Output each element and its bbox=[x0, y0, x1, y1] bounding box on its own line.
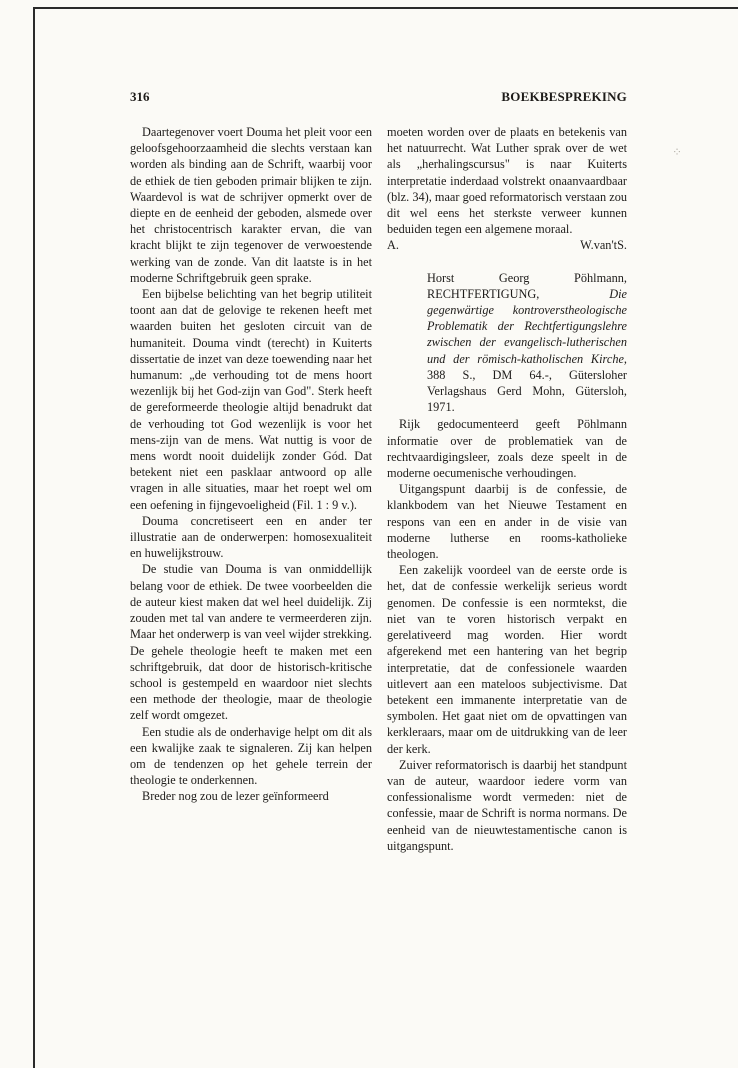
paragraph: Breder nog zou de lezer geïnformeerd bbox=[142, 789, 329, 804]
book-author: Horst Georg Pöhlmann, RECHTFERTIGUNG, bbox=[427, 270, 627, 301]
review-signature bbox=[387, 237, 627, 253]
paragraph: Een bijbelse belichting van het begrip utiliteit toont aan dat de gelovige te rekenen heeft met waarden buiten het gesloten circuit van de humaniteit. Douma vindt (terecht) in Kuiterts dissertatie de inzet van deze toewending naar het humanum: „de verhouding tot de mens hoort wezenlijk bij het God-zijn van God". Sterk heeft de gereformeerde theologie altijd benadrukt dat de verhouding tot God wezenlijk is voor het mens-zijn van de mens. Wat nuttig is voor de mens wordt nooit duidelijk zonder Gód. Dat betekent niet een pasklaar antwoord op alle vragen in alle situaties, maar het roept wel om een oefening in fijngevoeligheid (Fil. 1 : 9 v.). bbox=[130, 287, 372, 512]
scan-border-left bbox=[33, 7, 35, 1068]
section-title: BOEKBESPREKING bbox=[501, 89, 627, 104]
page-header bbox=[130, 89, 627, 109]
paragraph: Zuiver reformatorisch is daarbij het standpunt van de auteur, waardoor iedere vorm van confessionalisme wordt vermeden: niet de confessie, maar de Schrift is norma normans. De eenheid van de nieuwtestamentische canon is uitgangspunt. bbox=[387, 757, 627, 853]
paragraph: De studie van Douma is van onmiddellijk belang voor de ethiek. De twee voorbeelden die de auteur kiest maken dat wel heel duidelijk. Zij zouden met tal van andere te vermeerderen zijn. Maar het onderwerp is van veel wijder strekking. De gehele theologie heeft te maken met een schriftgebruik, dat door de historisch-kritische school is gestempeld en waardoor niet slechts een methode der theologie, maar de theologie zelf wordt omgezet. bbox=[130, 562, 372, 723]
paragraph: Douma concretiseert een en ander ter illustratie aan de onderwerpen: homosexualiteit en huwelijkstrouw. bbox=[130, 513, 372, 561]
scan-smudge: ⁘ bbox=[672, 145, 683, 159]
left-column bbox=[130, 124, 372, 805]
paragraph: Een studie als de onderhavige helpt om dit als een kwalijke zaak te signaleren. Zij kan helpen om de tendenzen op het gehele terrein der theologie te onderkennen. bbox=[130, 724, 372, 788]
book-details: 388 S., DM 64.-, Gütersloher Verlagshaus Gerd Mohn, Gütersloh, 1971. bbox=[427, 367, 627, 415]
paragraph: Uitgangspunt daarbij is de confessie, de klankbodem van het Nieuwe Testament en respons van een en ander in de visie van moderne lutherse en rooms-katholieke theologen. bbox=[387, 482, 627, 562]
paragraph: Rijk gedocumenteerd geeft Pöhlmann informatie over de problematiek van de rechtvaardigingsleer, zoals deze speelt in de moderne oecumenische verhoudingen. bbox=[387, 417, 627, 481]
signature-initial: A. bbox=[387, 238, 399, 253]
signature-name: W.van'tS. bbox=[580, 238, 627, 253]
continued-paragraph: moeten worden over de plaats en betekenis van het natuurrecht. Wat Luther sprak over de wet als „herhalingscursus" is naar Kuiterts interpretatie inderdaad volstrekt onaanvaardbaar (blz. 34), maar goed reformatorisch verstaan zou dit wel eens het sterkste verweer kunnen beduiden tegen een algemene moraal. bbox=[387, 125, 627, 237]
right-column bbox=[387, 124, 627, 854]
page-number: 316 bbox=[130, 89, 150, 104]
book-title: Die gegenwärtige kontroverstheologische Problematik der Rechtfertigungslehre zwischen der evangelisch-lutherischen und der römisch-katholischen Kirche, bbox=[427, 286, 627, 366]
book-reference bbox=[427, 270, 627, 416]
paragraph: Daartegenover voert Douma het pleit voor een geloofsgehoorzaamheid die slechts verstaan kan worden als binding aan de Schrift, waarbij voor de ethiek de tien geboden primair blijken te zijn. Waardevol is wat de schrijver opmerkt over de diepte en de eenheid der geboden, alsmede over het christocentrisch karakter ervan, die van kracht blijkt te zijn tegenover de verwoestende werking van de zonde. Van dit laatste is in het moderne Schriftgebruik geen sprake. bbox=[130, 125, 372, 285]
paragraph: Een zakelijk voordeel van de eerste orde is het, dat de confessie werkelijk serieus wordt genomen. De confessie is een normtekst, die niet van te voren historisch verpakt en gerelativeerd mag worden. Hier wordt afgerekend met een hantering van het begrip interpretatie, dat de confessionele waarden uitlevert aan een mateloos subjectivisme. Dat betekent een immanente interpretatie van de symbolen. Het gaat niet om de opvattingen van kerkleraars, maar om de uitdrukking van de leer der kerk. bbox=[387, 563, 627, 756]
scan-border-top bbox=[33, 7, 738, 9]
